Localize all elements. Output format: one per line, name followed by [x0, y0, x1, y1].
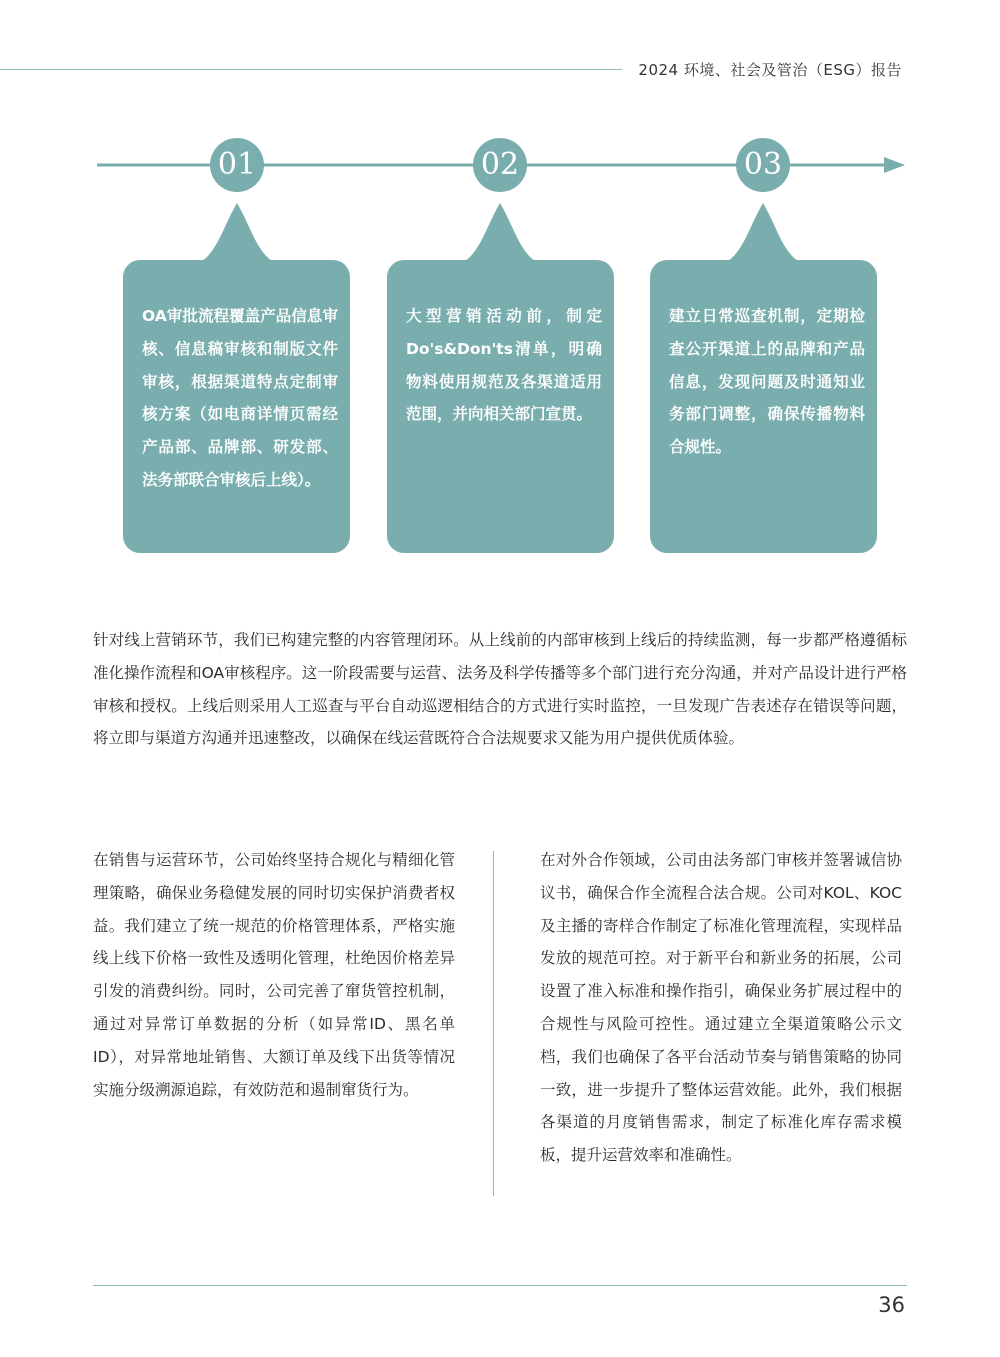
step-1-text: OA审批流程覆盖产品信息审核、信息稿审核和制版文件审核，根据渠道特点定制审核方案（如电商详情页需经产品部、品牌部、研发部、法务部联合审核后上线）。 — [142, 307, 338, 489]
left-column-text: 在销售与运营环节，公司始终坚持合规化与精细化管理策略，确保业务稳健发展的同时切实保护消费者权益。我们建立了统一规范的价格管理体系，严格实施线上线下价格一致性及透明化管理，杜绝因价格差异引发的消费纠纷。同时，公司完善了窜货管控机制，通过对异常订单数据的分析（如异常ID、黑名单ID），对异常地址销售、大额订单及线下出货等情况实施分级溯源追踪，有效防范和遏制窜货行为。 — [93, 851, 455, 1099]
column-divider — [493, 851, 494, 1196]
step-3-text: 建立日常巡查机制，定期检查公开渠道上的品牌和产品信息，发现问题及时通知业务部门调整，确保传播物料合规性。 — [669, 307, 865, 457]
intro-paragraph: 针对线上营销环节，我们已构建完整的内容管理闭环。从上线前的内部审核到上线后的持续监测，每一步都严格遵循标准化操作流程和OA审核程序。这一阶段需要与运营、法务及科学传播等多个部门进行充分沟通，并对产品设计进行严格审核和授权。上线后则采用人工巡查与平台自动巡逻相结合的方式进行实时监控，一旦发现广告表述存在错误等问题，将立即与渠道方沟通并迅速整改，以确保在线运营既符合合法规要求又能为用户提供优质体验。 — [93, 631, 907, 748]
step-2-text: 大型营销活动前，制定Do's&Don'ts清单，明确物料使用规范及各渠道适用范围，并向相关部门宣贯。 — [406, 307, 602, 424]
speech-tail-1 — [202, 203, 272, 261]
footer-rule — [93, 1285, 907, 1286]
arrow-head-icon — [884, 157, 905, 173]
speech-tail-3 — [728, 203, 798, 261]
page-number: 36 — [878, 1293, 905, 1317]
step-number-2: 02 — [480, 147, 520, 182]
speech-tail-2 — [465, 203, 535, 261]
step-number-1: 01 — [217, 147, 257, 182]
report-title: 2024 环境、社会及管治（ESG）报告 — [638, 61, 902, 79]
step-number-3: 03 — [743, 147, 783, 182]
right-column-text: 在对外合作领域，公司由法务部门审核并签署诚信协议书，确保合作全流程合法合规。公司对KOL、KOC及主播的寄样合作制定了标准化管理流程，实现样品发放的规范可控。对于新平台和新业务的拓展，公司设置了准入标准和操作指引，确保业务扩展过程中的合规性与风险可控性。通过建立全渠道策略公示文档，我们也确保了各平台活动节奏与销售策略的协同一致，进一步提升了整体运营效能。此外，我们根据各渠道的月度销售需求，制定了标准化库存需求模板，提升运营效率和准确性。 — [540, 851, 902, 1165]
header-rule — [0, 69, 622, 70]
